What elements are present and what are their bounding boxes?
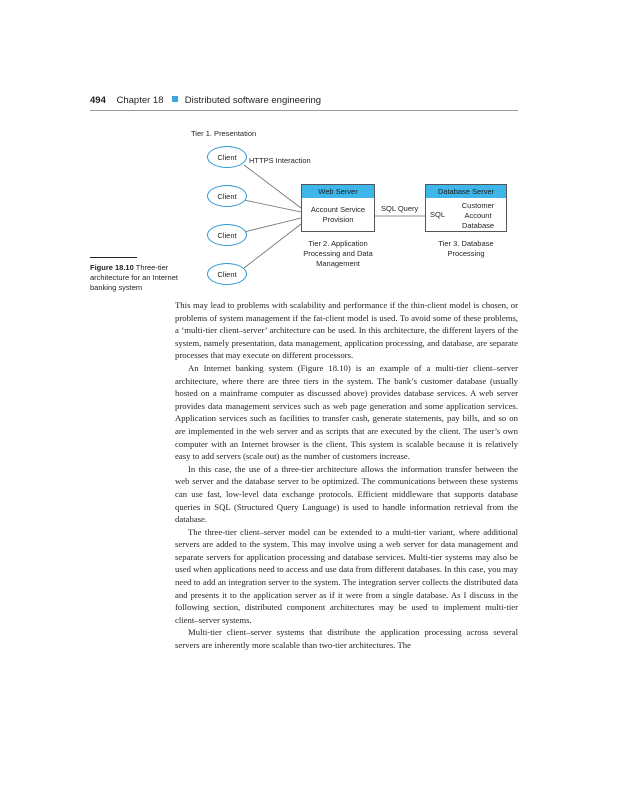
paragraph: This may lead to problems with scalability and performance if the thin-client model is chosen, or problems of system management if the fat-client model is used. To avoid some of these problems, a ‘multi-tier client–server’ architecture can be used. In this architecture, the different layers of the system, namely presentation, data management, application processing, and database, are separate processes that may execute on different processors. [175, 300, 518, 361]
page-number: 494 [90, 95, 106, 106]
db-content-line2: Account [464, 211, 492, 220]
https-interaction-label: HTTPS Interaction [249, 156, 311, 165]
web-server-content-line2: Provision [322, 215, 354, 224]
tier3-label-line1: Tier 3. Database [438, 239, 494, 248]
figure-three-tier-architecture [0, 0, 618, 300]
chapter-label: Chapter 18 [116, 95, 164, 106]
caption-rule [90, 257, 137, 258]
paragraph: In this case, the use of a three-tier architecture allows the information transfer between the web server and the database server to be optimized. The communications between these systems can use fast, low-level data exchange protocols. Efficient middleware that supports database queries in SQL (Structured Query Language) is used to handle information retrieval from the database. [175, 463, 518, 525]
web-server-title: Web Server [302, 185, 374, 198]
client-node: Client [207, 263, 247, 285]
chapter-title: Distributed software engineering [184, 95, 322, 106]
db-sql-label: SQL [430, 210, 446, 219]
tier3-label-line2: Processing [447, 249, 485, 258]
connector-client4-webserver [244, 224, 301, 268]
body-text [175, 299, 518, 652]
tier2-label-line3: Management [316, 259, 360, 268]
caption-text: Three-tier architecture for an Internet banking system [90, 263, 178, 292]
connector-client3-webserver [244, 218, 301, 232]
web-server-box [301, 184, 375, 232]
paragraph: An Internet banking system (Figure 18.10) is an example of a multi-tier client–server architecture, where there are three tiers in the system. The bank’s customer database (usually hosted on a mainframe computer as discussed above) provides database services. A web server provides data management services such as web page generation and some application services. Application services such as facilities to transfer cash, generate statements, pay bills, and so on are implemented in the web server and as scripts that are executed by the client. The user’s own computer with an Internet browser is the client. This system is scalable because it is relatively easy to add servers (scale out) as the number of customers increase. [175, 362, 518, 462]
web-server-content-line1: Account Service [310, 205, 366, 214]
tier1-label: Tier 1. Presentation [191, 129, 257, 138]
client-node: Client [207, 224, 247, 246]
database-server-box [425, 184, 507, 232]
tier2-label-line2: Processing and Data [303, 249, 373, 258]
paragraph: Multi-tier client–server systems that distribute the application processing across several servers are inherently more scalable than two-tier architectures. The [175, 627, 518, 651]
db-content-line3: Database [461, 221, 495, 230]
client-node: Client [207, 185, 247, 207]
figure-caption [90, 263, 180, 293]
client-node: Client [207, 146, 247, 168]
db-content-line1: Customer [461, 201, 495, 210]
sql-query-label: SQL Query [381, 204, 419, 213]
tier2-label-line1: Tier 2. Application [308, 239, 368, 248]
paragraph: The three-tier client–server model can be extended to a multi-tier variant, where additional servers are added to the system. This may involve using a web server for data management and separate servers for application processing and database services. Multi-tier systems may also be used when applications need to access and use data from different databases. In this case, you may need to add an integration server to the system. The integration server collects the distributed data and presents it to the application server as if it were from a single database. As I discuss in the following section, distributed component architectures may be used to implement multi-tier client–server systems. [175, 526, 518, 625]
database-server-title: Database Server [426, 185, 506, 198]
caption-number: Figure 18.10 [90, 263, 134, 272]
